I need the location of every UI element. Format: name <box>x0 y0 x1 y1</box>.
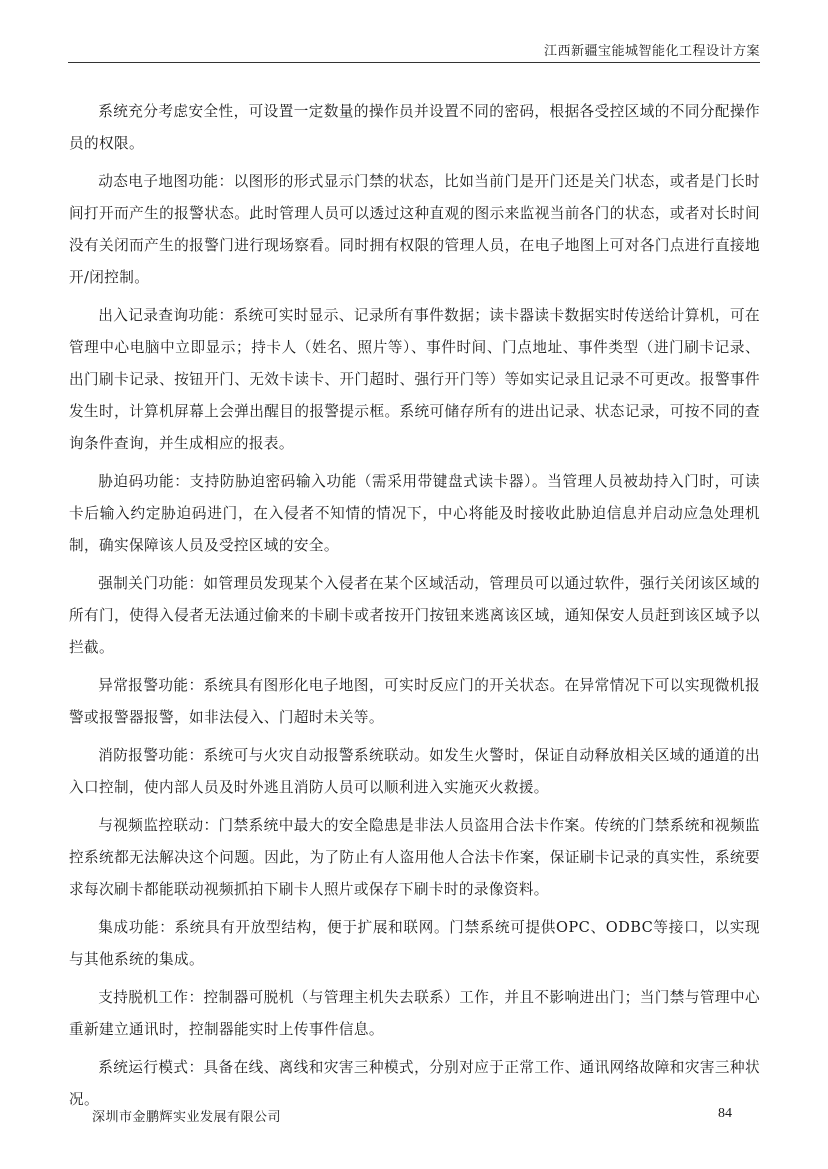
paragraph-access-record-query: 出入记录查询功能：系统可实时显示、记录所有事件数据；读卡器读卡数据实时传送给计算机，可在管理中心电脑中立即显示；持卡人（姓名、照片等）、事件时间、门点地址、事件类型（进门刷卡记录、出门刷卡记录、按钮开门、无效卡读卡、开门超时、强行开门等）等如实记录且记录不可更改。报警事件发生时，计算机屏幕上会弹出醒目的报警提示框。系统可储存所有的进出记录、状态记录，可按不同的查询条件查询，并生成相应的报表。 <box>69 307 760 452</box>
paragraph-fire-alarm: 消防报警功能：系统可与火灾自动报警系统联动。如发生火警时，保证自动释放相关区域的通道的出入口控制，使内部人员及时外逃且消防人员可以顺利进入实施灭火救援。 <box>69 747 760 796</box>
paragraph-duress-code: 胁迫码功能：支持防胁迫密码输入功能（需采用带键盘式读卡器）。当管理人员被劫持入门时，可读卡后输入约定胁迫码进门，在入侵者不知情的情况下，中心将能及时接收此胁迫信息并启动应急处理机制，确实保障该人员及受控区域的安全。 <box>69 473 760 554</box>
footer-company-name: 深圳市金鹏辉实业发展有限公司 <box>92 1110 282 1125</box>
page-header <box>68 36 760 63</box>
paragraph-operation-modes: 系统运行模式：具备在线、离线和灾害三种模式，分别对应于正常工作、通讯网络故障和灾害三种状况。 <box>69 1059 760 1108</box>
page-footer <box>92 1106 732 1126</box>
document-title: 江西新疆宝能城智能化工程设计方案 <box>543 44 760 59</box>
page-body <box>69 96 760 1122</box>
paragraph-video-linkage: 与视频监控联动：门禁系统中最大的安全隐患是非法人员盗用合法卡作案。传统的门禁系统和视频监控系统都无法解决这个问题。因此，为了防止有人盗用他人合法卡作案，保证刷卡记录的真实性，系统要求每次刷卡都能联动视频抓拍下刷卡人照片或保存下刷卡时的录像资料。 <box>69 817 760 898</box>
page-number: 84 <box>718 1106 732 1121</box>
paragraph-offline-operation: 支持脱机工作：控制器可脱机（与管理主机失去联系）工作，并且不影响进出门；当门禁与管理中心重新建立通讯时，控制器能实时上传事件信息。 <box>69 989 760 1038</box>
paragraph-forced-door-close: 强制关门功能：如管理员发现某个入侵者在某个区域活动，管理员可以通过软件，强行关闭该区域的所有门，使得入侵者无法通过偷来的卡刷卡或者按开门按钮来逃离该区域，通知保安人员赶到该区域予以拦截。 <box>69 575 760 656</box>
paragraph-abnormal-alarm: 异常报警功能：系统具有图形化电子地图，可实时反应门的开关状态。在异常情况下可以实现微机报警或报警器报警，如非法侵入、门超时未关等。 <box>69 677 760 726</box>
paragraph-dynamic-map: 动态电子地图功能：以图形的形式显示门禁的状态，比如当前门是开门还是关门状态，或者是门长时间打开而产生的报警状态。此时管理人员可以透过这种直观的图示来监视当前各门的状态，或者对长时间没有关闭而产生的报警门进行现场察看。同时拥有权限的管理人员，在电子地图上可对各门点进行直接地开/闭控制。 <box>69 173 760 286</box>
paragraph-operator-permissions: 系统充分考虑安全性，可设置一定数量的操作员并设置不同的密码，根据各受控区域的不同分配操作员的权限。 <box>69 103 760 152</box>
paragraph-integration: 集成功能：系统具有开放型结构，便于扩展和联网。门禁系统可提供OPC、ODBC等接口，以实现与其他系统的集成。 <box>69 919 760 968</box>
